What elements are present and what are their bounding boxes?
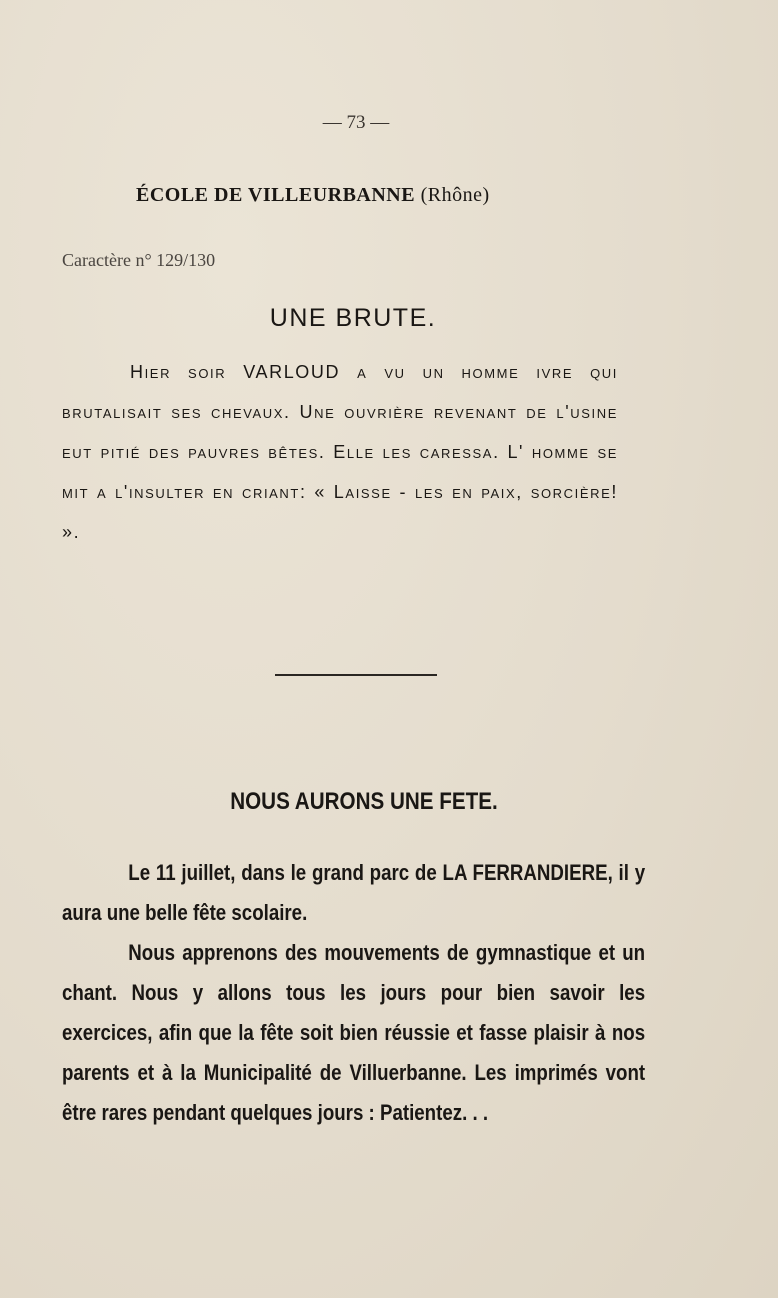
school-name: ÉCOLE DE VILLEURBANNE (136, 184, 416, 206)
fete-title: NOUS AURONS UNE FETE. (230, 788, 498, 815)
school-heading (136, 184, 490, 207)
caractere-label: Caractère n° 129/130 (62, 250, 216, 270)
fete-paragraph-2: Nous apprenons des mouvements de gymnastique et un chant. Nous y allons tous les jours pour bien savoir les exercices, afin que la fête soit bien réussie et fasse plaisir à nos parents et à la Municipalité de Villuerbanne. Les imprimés vont être rares pendant quelques jours : Patientez. . . (62, 940, 646, 1125)
school-region: (Rhône) (420, 184, 490, 206)
brute-paragraph: Hier soir VARLOUD a vu un homme ivre qui brutalisait ses chevaux. Une ouvrière revenant de l'usine eut pitié des pauvres bêtes. Elle les caressa. L' homme se mit a l'insulter en criant: « Laisse - les en paix, sorcière! ». (62, 362, 618, 542)
page-number: — 73 — (322, 112, 390, 133)
fete-paragraph-1: Le 11 juillet, dans le grand parc de LA FERRANDIERE, il y aura une belle fête scolaire. (62, 860, 646, 925)
section-divider (275, 674, 437, 676)
brute-title: UNE BRUTE. (269, 304, 437, 332)
